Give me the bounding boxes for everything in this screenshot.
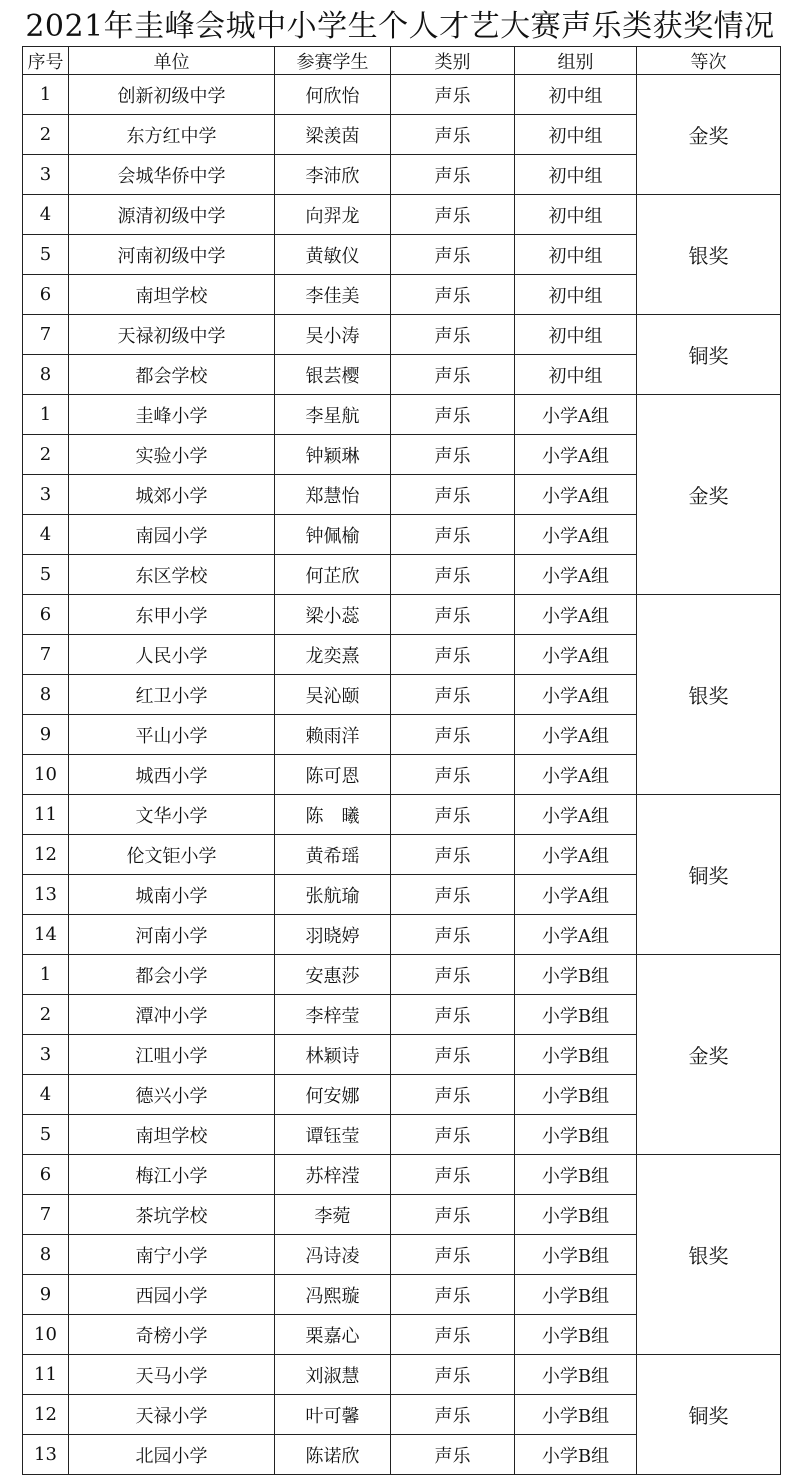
cell-category: 声乐 [391,1235,515,1275]
cell-no: 8 [23,675,69,715]
cell-category: 声乐 [391,475,515,515]
cell-category: 声乐 [391,1115,515,1155]
cell-group: 小学A组 [515,795,637,835]
cell-group: 小学B组 [515,955,637,995]
cell-unit: 城西小学 [69,755,275,795]
cell-no: 4 [23,195,69,235]
header-award: 等次 [637,47,781,75]
cell-unit: 东区学校 [69,555,275,595]
cell-category: 声乐 [391,1035,515,1075]
cell-student: 郑慧怡 [275,475,391,515]
cell-unit: 西园小学 [69,1275,275,1315]
cell-category: 声乐 [391,795,515,835]
cell-no: 2 [23,115,69,155]
cell-category: 声乐 [391,635,515,675]
header-no: 序号 [23,47,69,75]
cell-group: 小学B组 [515,1435,637,1475]
cell-unit: 茶坑学校 [69,1195,275,1235]
cell-group: 小学B组 [515,1235,637,1275]
cell-no: 5 [23,555,69,595]
cell-no: 8 [23,355,69,395]
cell-category: 声乐 [391,1195,515,1235]
cell-category: 声乐 [391,555,515,595]
cell-student: 黄敏仪 [275,235,391,275]
cell-category: 声乐 [391,995,515,1035]
cell-group: 小学A组 [515,715,637,755]
cell-group: 小学A组 [515,555,637,595]
header-unit: 单位 [69,47,275,75]
cell-category: 声乐 [391,1275,515,1315]
cell-student: 钟佩榆 [275,515,391,555]
cell-student: 梁小蕊 [275,595,391,635]
cell-group: 小学B组 [515,1115,637,1155]
table-row [23,1355,781,1395]
cell-student: 向羿龙 [275,195,391,235]
cell-no: 11 [23,1355,69,1395]
cell-unit: 天马小学 [69,1355,275,1395]
cell-unit: 梅江小学 [69,1155,275,1195]
cell-category: 声乐 [391,315,515,355]
cell-student: 何芷欣 [275,555,391,595]
cell-no: 6 [23,1155,69,1195]
cell-category: 声乐 [391,675,515,715]
cell-category: 声乐 [391,755,515,795]
cell-category: 声乐 [391,435,515,475]
cell-no: 10 [23,1315,69,1355]
cell-student: 李星航 [275,395,391,435]
table-row [23,75,781,115]
cell-group: 小学A组 [515,595,637,635]
cell-no: 12 [23,1395,69,1435]
cell-no: 5 [23,235,69,275]
cell-unit: 平山小学 [69,715,275,755]
cell-no: 1 [23,75,69,115]
cell-no: 4 [23,515,69,555]
cell-student: 吴沁颐 [275,675,391,715]
cell-student: 张航瑜 [275,875,391,915]
cell-group: 小学B组 [515,995,637,1035]
cell-unit: 南园小学 [69,515,275,555]
cell-category: 声乐 [391,595,515,635]
cell-category: 声乐 [391,1155,515,1195]
cell-award: 银奖 [637,595,781,795]
cell-student: 林颖诗 [275,1035,391,1075]
cell-unit: 天禄初级中学 [69,315,275,355]
cell-no: 8 [23,1235,69,1275]
cell-no: 4 [23,1075,69,1115]
cell-group: 初中组 [515,75,637,115]
cell-unit: 奇榜小学 [69,1315,275,1355]
cell-unit: 北园小学 [69,1435,275,1475]
cell-unit: 都会小学 [69,955,275,995]
awards-table [22,46,781,1475]
cell-student: 陈诺欣 [275,1435,391,1475]
cell-award: 金奖 [637,395,781,595]
cell-student: 安惠莎 [275,955,391,995]
cell-group: 小学B组 [515,1315,637,1355]
cell-student: 梁羡茵 [275,115,391,155]
cell-no: 11 [23,795,69,835]
cell-unit: 城郊小学 [69,475,275,515]
table-row [23,195,781,235]
header-group: 组别 [515,47,637,75]
cell-group: 小学B组 [515,1355,637,1395]
cell-unit: 河南初级中学 [69,235,275,275]
table-header-row [23,47,781,75]
cell-unit: 城南小学 [69,875,275,915]
table-row [23,955,781,995]
table-row [23,595,781,635]
cell-group: 初中组 [515,195,637,235]
cell-student: 李菀 [275,1195,391,1235]
cell-student: 吴小涛 [275,315,391,355]
cell-student: 龙奕熹 [275,635,391,675]
cell-award: 铜奖 [637,1355,781,1475]
cell-group: 小学B组 [515,1195,637,1235]
cell-student: 李梓莹 [275,995,391,1035]
cell-no: 7 [23,1195,69,1235]
cell-no: 9 [23,1275,69,1315]
cell-award: 银奖 [637,1155,781,1355]
cell-category: 声乐 [391,75,515,115]
cell-no: 14 [23,915,69,955]
cell-category: 声乐 [391,915,515,955]
table-row [23,395,781,435]
cell-category: 声乐 [391,515,515,555]
cell-category: 声乐 [391,395,515,435]
cell-unit: 实验小学 [69,435,275,475]
cell-award: 银奖 [637,195,781,315]
page-title: 2021年圭峰会城中小学生个人才艺大赛声乐类获奖情况 [25,9,775,44]
cell-award: 铜奖 [637,795,781,955]
cell-no: 7 [23,315,69,355]
table-body [23,75,781,1475]
cell-student: 钟颖琳 [275,435,391,475]
cell-award: 金奖 [637,955,781,1155]
cell-category: 声乐 [391,275,515,315]
cell-category: 声乐 [391,1395,515,1435]
cell-group: 初中组 [515,115,637,155]
cell-group: 初中组 [515,355,637,395]
cell-student: 何欣怡 [275,75,391,115]
cell-student: 银芸樱 [275,355,391,395]
cell-no: 3 [23,475,69,515]
cell-student: 黄希瑶 [275,835,391,875]
cell-no: 2 [23,435,69,475]
cell-student: 赖雨洋 [275,715,391,755]
cell-award: 铜奖 [637,315,781,395]
cell-category: 声乐 [391,875,515,915]
cell-unit: 源清初级中学 [69,195,275,235]
cell-group: 初中组 [515,235,637,275]
cell-student: 苏梓滢 [275,1155,391,1195]
cell-group: 小学B组 [515,1395,637,1435]
cell-student: 李沛欣 [275,155,391,195]
cell-no: 7 [23,635,69,675]
cell-group: 小学A组 [515,835,637,875]
cell-category: 声乐 [391,115,515,155]
cell-group: 小学B组 [515,1275,637,1315]
cell-unit: 人民小学 [69,635,275,675]
table-row [23,1155,781,1195]
cell-unit: 圭峰小学 [69,395,275,435]
cell-student: 陈可恩 [275,755,391,795]
cell-category: 声乐 [391,355,515,395]
cell-unit: 德兴小学 [69,1075,275,1115]
cell-group: 初中组 [515,155,637,195]
cell-no: 6 [23,275,69,315]
cell-student: 叶可馨 [275,1395,391,1435]
cell-category: 声乐 [391,955,515,995]
cell-no: 12 [23,835,69,875]
cell-student: 谭钰莹 [275,1115,391,1155]
cell-award: 金奖 [637,75,781,195]
cell-group: 小学B组 [515,1035,637,1075]
cell-category: 声乐 [391,1355,515,1395]
cell-no: 3 [23,155,69,195]
cell-unit: 河南小学 [69,915,275,955]
cell-unit: 南宁小学 [69,1235,275,1275]
cell-no: 2 [23,995,69,1035]
cell-no: 1 [23,955,69,995]
cell-student: 冯诗凌 [275,1235,391,1275]
cell-student: 何安娜 [275,1075,391,1115]
cell-no: 3 [23,1035,69,1075]
cell-group: 初中组 [515,315,637,355]
cell-group: 小学A组 [515,515,637,555]
cell-group: 小学A组 [515,475,637,515]
cell-no: 13 [23,875,69,915]
cell-student: 栗嘉心 [275,1315,391,1355]
cell-unit: 都会学校 [69,355,275,395]
cell-category: 声乐 [391,235,515,275]
cell-unit: 天禄小学 [69,1395,275,1435]
cell-unit: 文华小学 [69,795,275,835]
cell-unit: 红卫小学 [69,675,275,715]
table-row [23,795,781,835]
cell-unit: 江咀小学 [69,1035,275,1075]
cell-no: 1 [23,395,69,435]
cell-unit: 南坦学校 [69,275,275,315]
cell-group: 小学B组 [515,1075,637,1115]
cell-student: 陈 曦 [275,795,391,835]
cell-unit: 东方红中学 [69,115,275,155]
cell-unit: 南坦学校 [69,1115,275,1155]
cell-group: 小学A组 [515,435,637,475]
cell-student: 李佳美 [275,275,391,315]
cell-no: 13 [23,1435,69,1475]
cell-student: 羽晓婷 [275,915,391,955]
cell-group: 小学A组 [515,635,637,675]
cell-group: 小学A组 [515,675,637,715]
cell-student: 冯熙璇 [275,1275,391,1315]
cell-no: 10 [23,755,69,795]
cell-group: 小学A组 [515,915,637,955]
cell-category: 声乐 [391,1075,515,1115]
cell-group: 初中组 [515,275,637,315]
cell-unit: 东甲小学 [69,595,275,635]
cell-no: 9 [23,715,69,755]
cell-no: 5 [23,1115,69,1155]
cell-category: 声乐 [391,1435,515,1475]
cell-group: 小学A组 [515,875,637,915]
cell-no: 6 [23,595,69,635]
cell-unit: 会城华侨中学 [69,155,275,195]
header-student: 参赛学生 [275,47,391,75]
cell-unit: 伦文钜小学 [69,835,275,875]
cell-unit: 潭冲小学 [69,995,275,1035]
cell-category: 声乐 [391,195,515,235]
table-row [23,315,781,355]
cell-category: 声乐 [391,715,515,755]
cell-category: 声乐 [391,835,515,875]
cell-category: 声乐 [391,1315,515,1355]
cell-group: 小学A组 [515,395,637,435]
cell-student: 刘淑慧 [275,1355,391,1395]
cell-group: 小学B组 [515,1155,637,1195]
header-category: 类别 [391,47,515,75]
cell-group: 小学A组 [515,755,637,795]
cell-category: 声乐 [391,155,515,195]
cell-unit: 创新初级中学 [69,75,275,115]
